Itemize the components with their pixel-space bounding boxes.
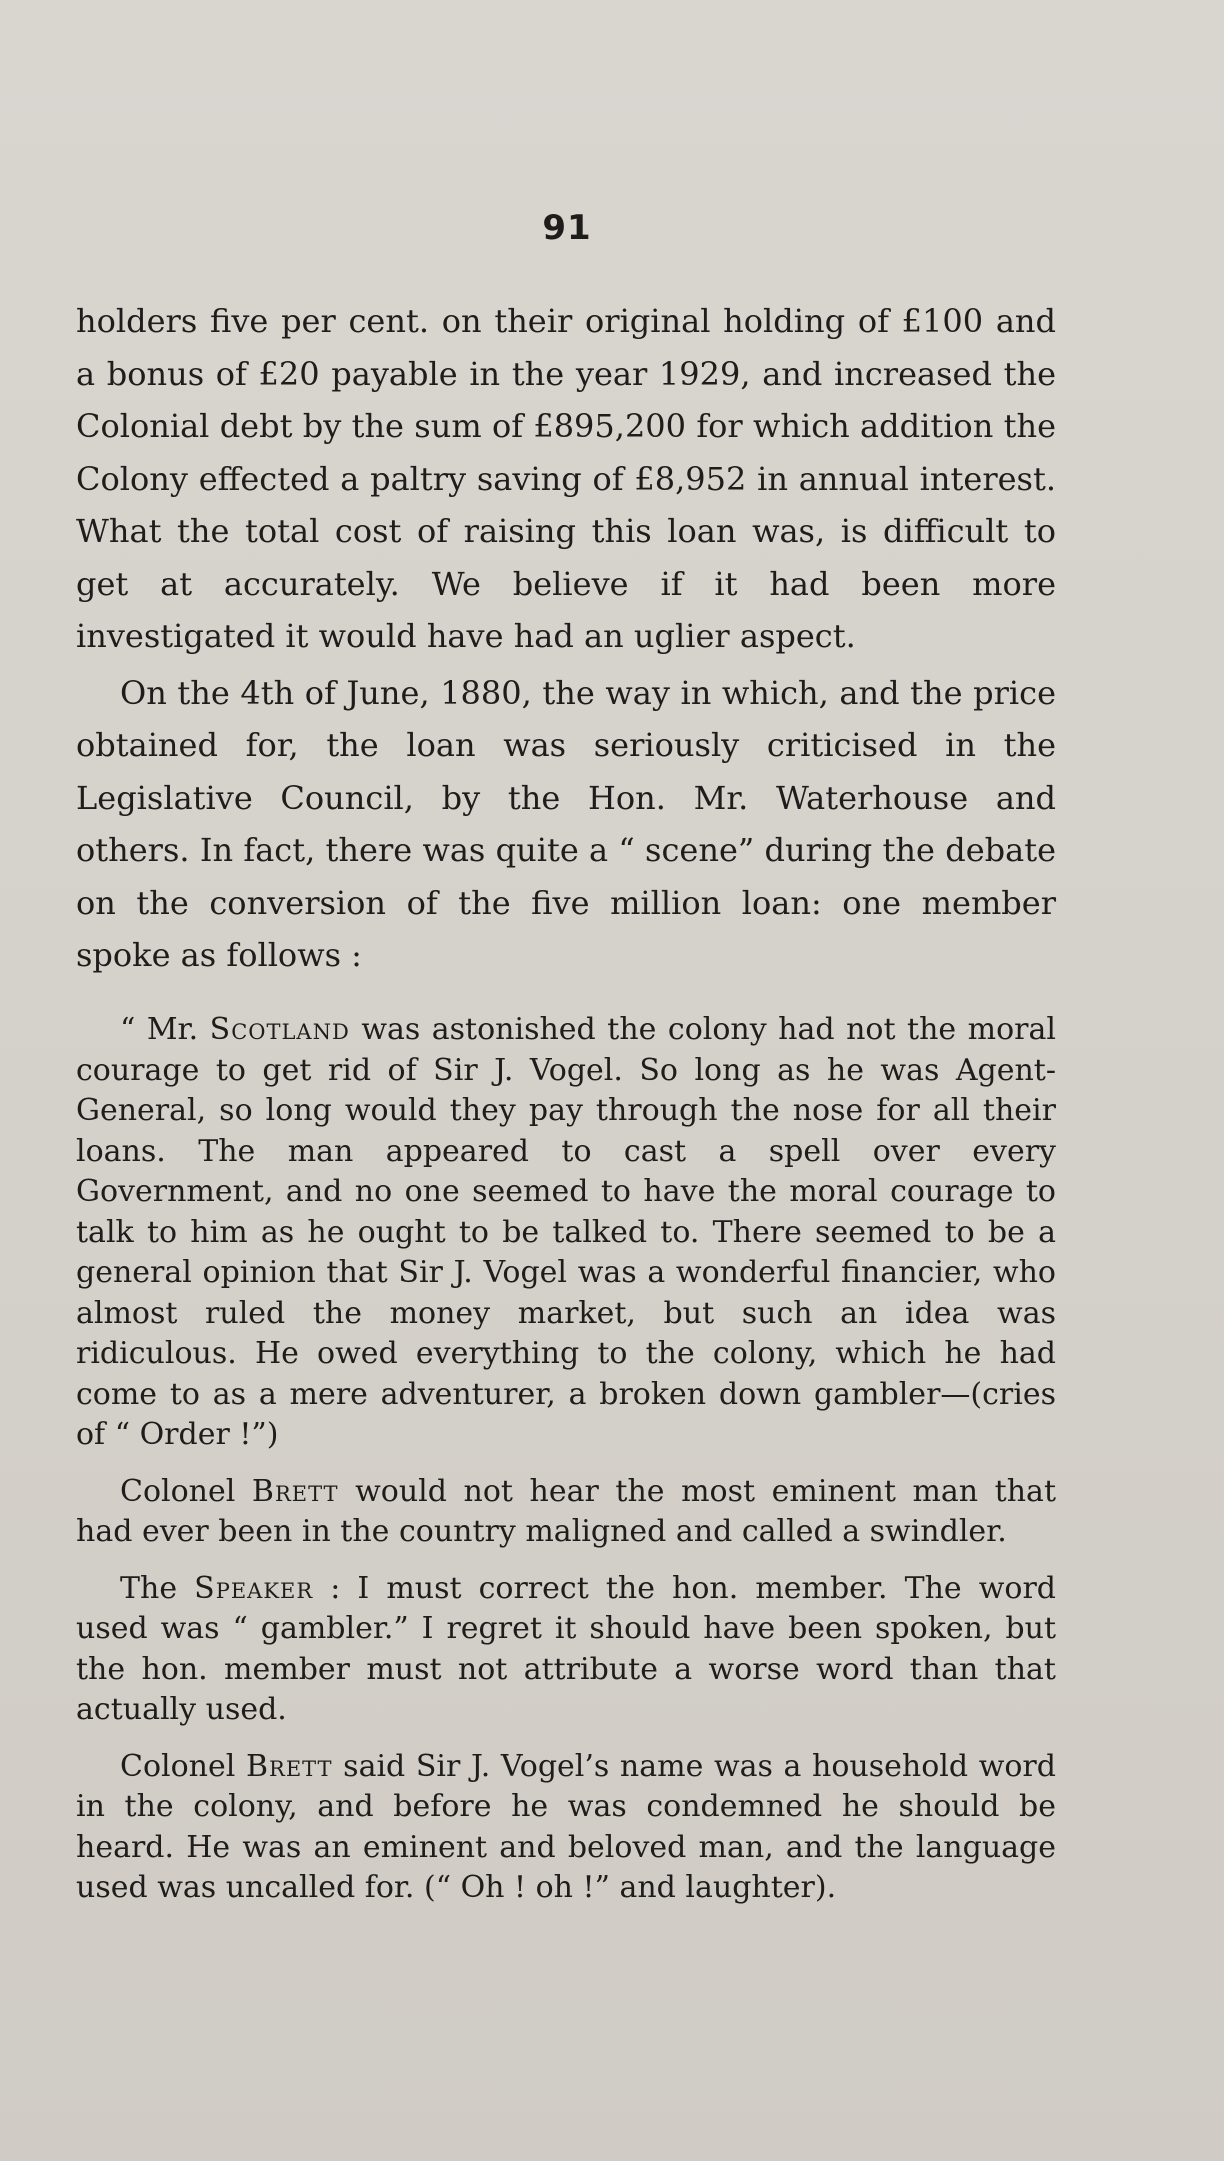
quote-open: Colonel: [120, 1473, 252, 1509]
quote-brett-2: [76, 1747, 1056, 1909]
speaker-name-brett: Brett: [245, 1748, 333, 1784]
speaker-name-speaker: Speaker: [194, 1570, 314, 1606]
quote-open: Colonel: [120, 1748, 246, 1784]
quote-text: : I must correct the hon. member. The word used was “ gambler.” I regret it should have been spoken, but the hon. member must not attribute a worse word than that actually used.: [76, 1570, 1056, 1727]
quote-scotland: [76, 1010, 1056, 1456]
quote-text: said Sir J. Vogel’s name was a household word in the colony, and before he was condemned he should be heard. He was an eminent and beloved man, and the language used was uncalled for. (“ Oh ! oh !” and laughter).: [76, 1748, 1056, 1905]
paragraph-continuation: holders five per cent. on their original holding of £100 and a bonus of £20 payable in the year 1929, and increased the Colonial debt by the sum of £895,200 for which addition the Colony effected a paltry saving of £8,952 in annual interest. What the total cost of raising this loan was, is difficult to get at accurately. We believe if it had been more investigated it would have had an uglier aspect.: [76, 302, 1056, 655]
body-text: [76, 295, 1056, 982]
quote-text: was astonished the colony had not the moral courage to get rid of Sir J. Vogel. So long as he was Agent-General, so long would they pay through the nose for all their loans. The man appeared to cast a spell over every Government, and no one seemed to have the moral courage to talk to him as he ought to be talked to. There seemed to be a general opinion that Sir J. Vogel was a wonderful financier, who almost ruled the money market, but such an idea was ridiculous. He owed everything to the colony, which he had come to as a mere adventurer, a broken down gambler—(cries of “ Order !”): [76, 1012, 1056, 1452]
page-number: 91: [542, 208, 592, 248]
quote-open: “ Mr.: [120, 1012, 210, 1047]
paragraph-june-1880: On the 4th of June, 1880, the way in which, and the price obtained for, the loan was seriously criticised in the Legislative Council, by the Hon. Mr. Waterhouse and others. In fact, there was quite a “ scene” during the debate on the conversion of the five million loan: one member spoke as follows :: [76, 673, 1056, 974]
quote-brett-1: [76, 1472, 1056, 1553]
quoted-debate: [76, 1010, 1056, 1925]
quote-open: The: [120, 1570, 195, 1606]
speaker-name-brett: Brett: [251, 1473, 339, 1509]
quote-speaker: [76, 1569, 1056, 1731]
quote-text: would not hear the most eminent man that had ever been in the country maligned and called a swindler.: [76, 1473, 1056, 1549]
speaker-name-scotland: Scotland: [209, 1012, 350, 1047]
